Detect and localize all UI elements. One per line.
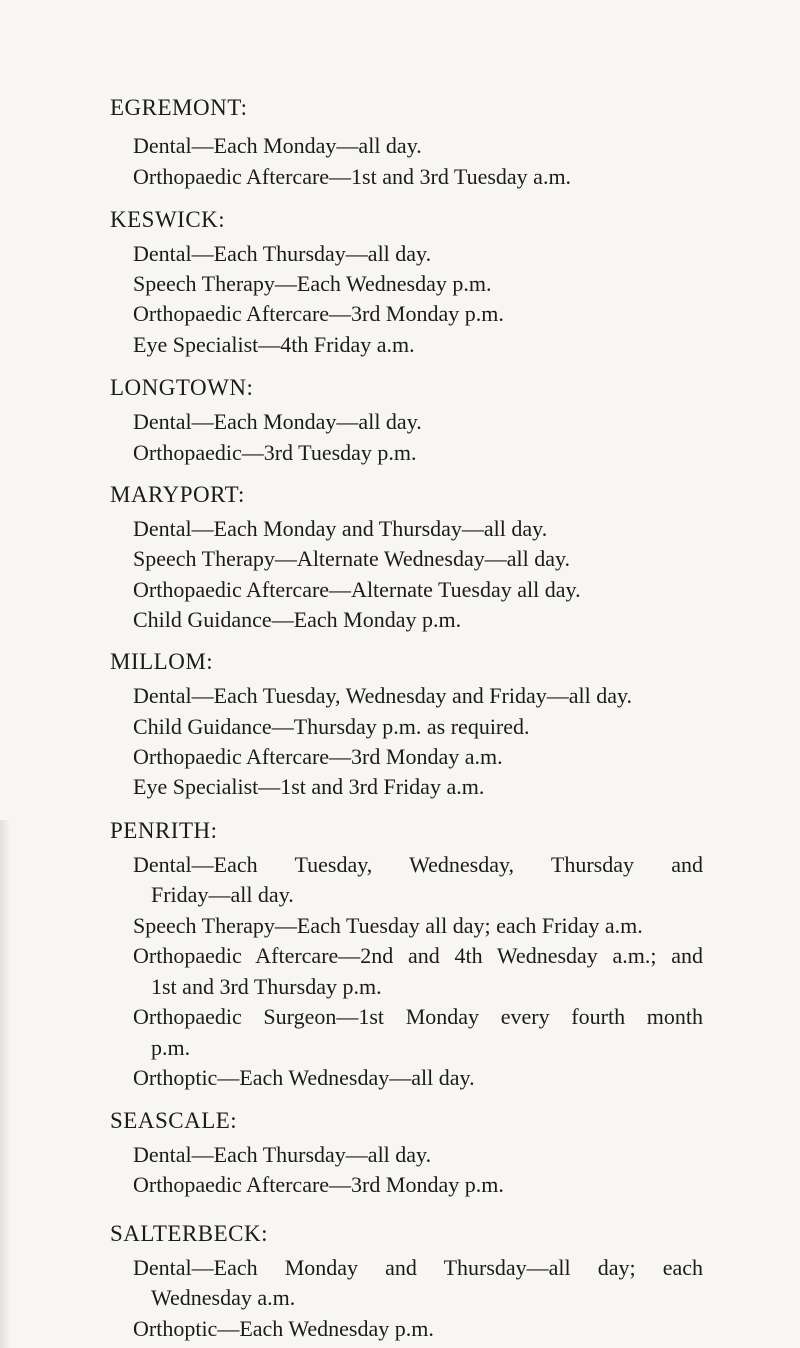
entry-line: Dental—Each Monday—all day. bbox=[133, 409, 422, 434]
entry-line: Orthopaedic Aftercare—1st and 3rd Tuesday a.m. bbox=[133, 164, 572, 189]
entry-line-continuation: Friday—all day. bbox=[151, 882, 294, 907]
section-title-longtown: LONGTOWN: bbox=[110, 375, 254, 400]
section-title-salterbeck: SALTERBECK: bbox=[110, 1221, 269, 1246]
entry-line: Orthoptic—Each Wednesday p.m. bbox=[133, 1316, 434, 1341]
entry-line: Orthopaedic Aftercare—3rd Monday a.m. bbox=[133, 744, 503, 769]
section-title-keswick: KESWICK: bbox=[110, 207, 226, 232]
entry-line: Dental—Each Thursday—all day. bbox=[133, 1142, 432, 1167]
section-title-seascale: SEASCALE: bbox=[110, 1108, 238, 1133]
entry-line-continuation: 1st and 3rd Thursday p.m. bbox=[151, 974, 382, 999]
entry-line: Dental—Each Thursday—all day. bbox=[133, 241, 432, 266]
entry-line: Speech Therapy—Alternate Wednesday—all day. bbox=[133, 546, 571, 571]
section-title-penrith: PENRITH: bbox=[110, 818, 218, 843]
entry-line: Dental—Each Monday and Thursday—all day; each bbox=[133, 1255, 703, 1280]
entry-line: Speech Therapy—Each Wednesday p.m. bbox=[133, 271, 492, 296]
entry-line: Speech Therapy—Each Tuesday all day; each Friday a.m. bbox=[133, 913, 643, 938]
entry-line: Dental—Each Tuesday, Wednesday and Friday—all day. bbox=[133, 683, 633, 708]
entry-line: Dental—Each Monday and Thursday—all day. bbox=[133, 516, 548, 541]
section-title-millom: MILLOM: bbox=[110, 649, 214, 674]
entry-line: Orthoptic—Each Wednesday—all day. bbox=[133, 1065, 475, 1090]
entry-line: Eye Specialist—1st and 3rd Friday a.m. bbox=[133, 774, 485, 799]
entry-line: Dental—Each Monday—all day. bbox=[133, 133, 422, 158]
entry-line: Orthopaedic Aftercare—Alternate Tuesday all day. bbox=[133, 577, 581, 602]
entry-line: Orthopaedic Aftercare—3rd Monday p.m. bbox=[133, 301, 504, 326]
entry-line-continuation: Wednesday a.m. bbox=[151, 1285, 296, 1310]
section-title-egremont: EGREMONT: bbox=[110, 95, 248, 120]
entry-line: Orthopaedic Surgeon—1st Monday every fourth month bbox=[133, 1004, 703, 1029]
entry-line: Orthopaedic Aftercare—3rd Monday p.m. bbox=[133, 1172, 504, 1197]
entry-line: Eye Specialist—4th Friday a.m. bbox=[133, 332, 415, 357]
section-title-maryport: MARYPORT: bbox=[110, 482, 245, 507]
entry-line: Orthopaedic Aftercare—2nd and 4th Wednesday a.m.; and bbox=[133, 943, 703, 968]
entry-line-continuation: p.m. bbox=[151, 1035, 191, 1060]
entry-line: Child Guidance—Thursday p.m. as required. bbox=[133, 714, 530, 739]
entry-line: Dental—Each Tuesday, Wednesday, Thursday and bbox=[133, 852, 703, 877]
entry-line: Child Guidance—Each Monday p.m. bbox=[133, 607, 462, 632]
page-edge-shadow bbox=[0, 820, 10, 1348]
entry-line: Orthopaedic—3rd Tuesday p.m. bbox=[133, 440, 417, 465]
